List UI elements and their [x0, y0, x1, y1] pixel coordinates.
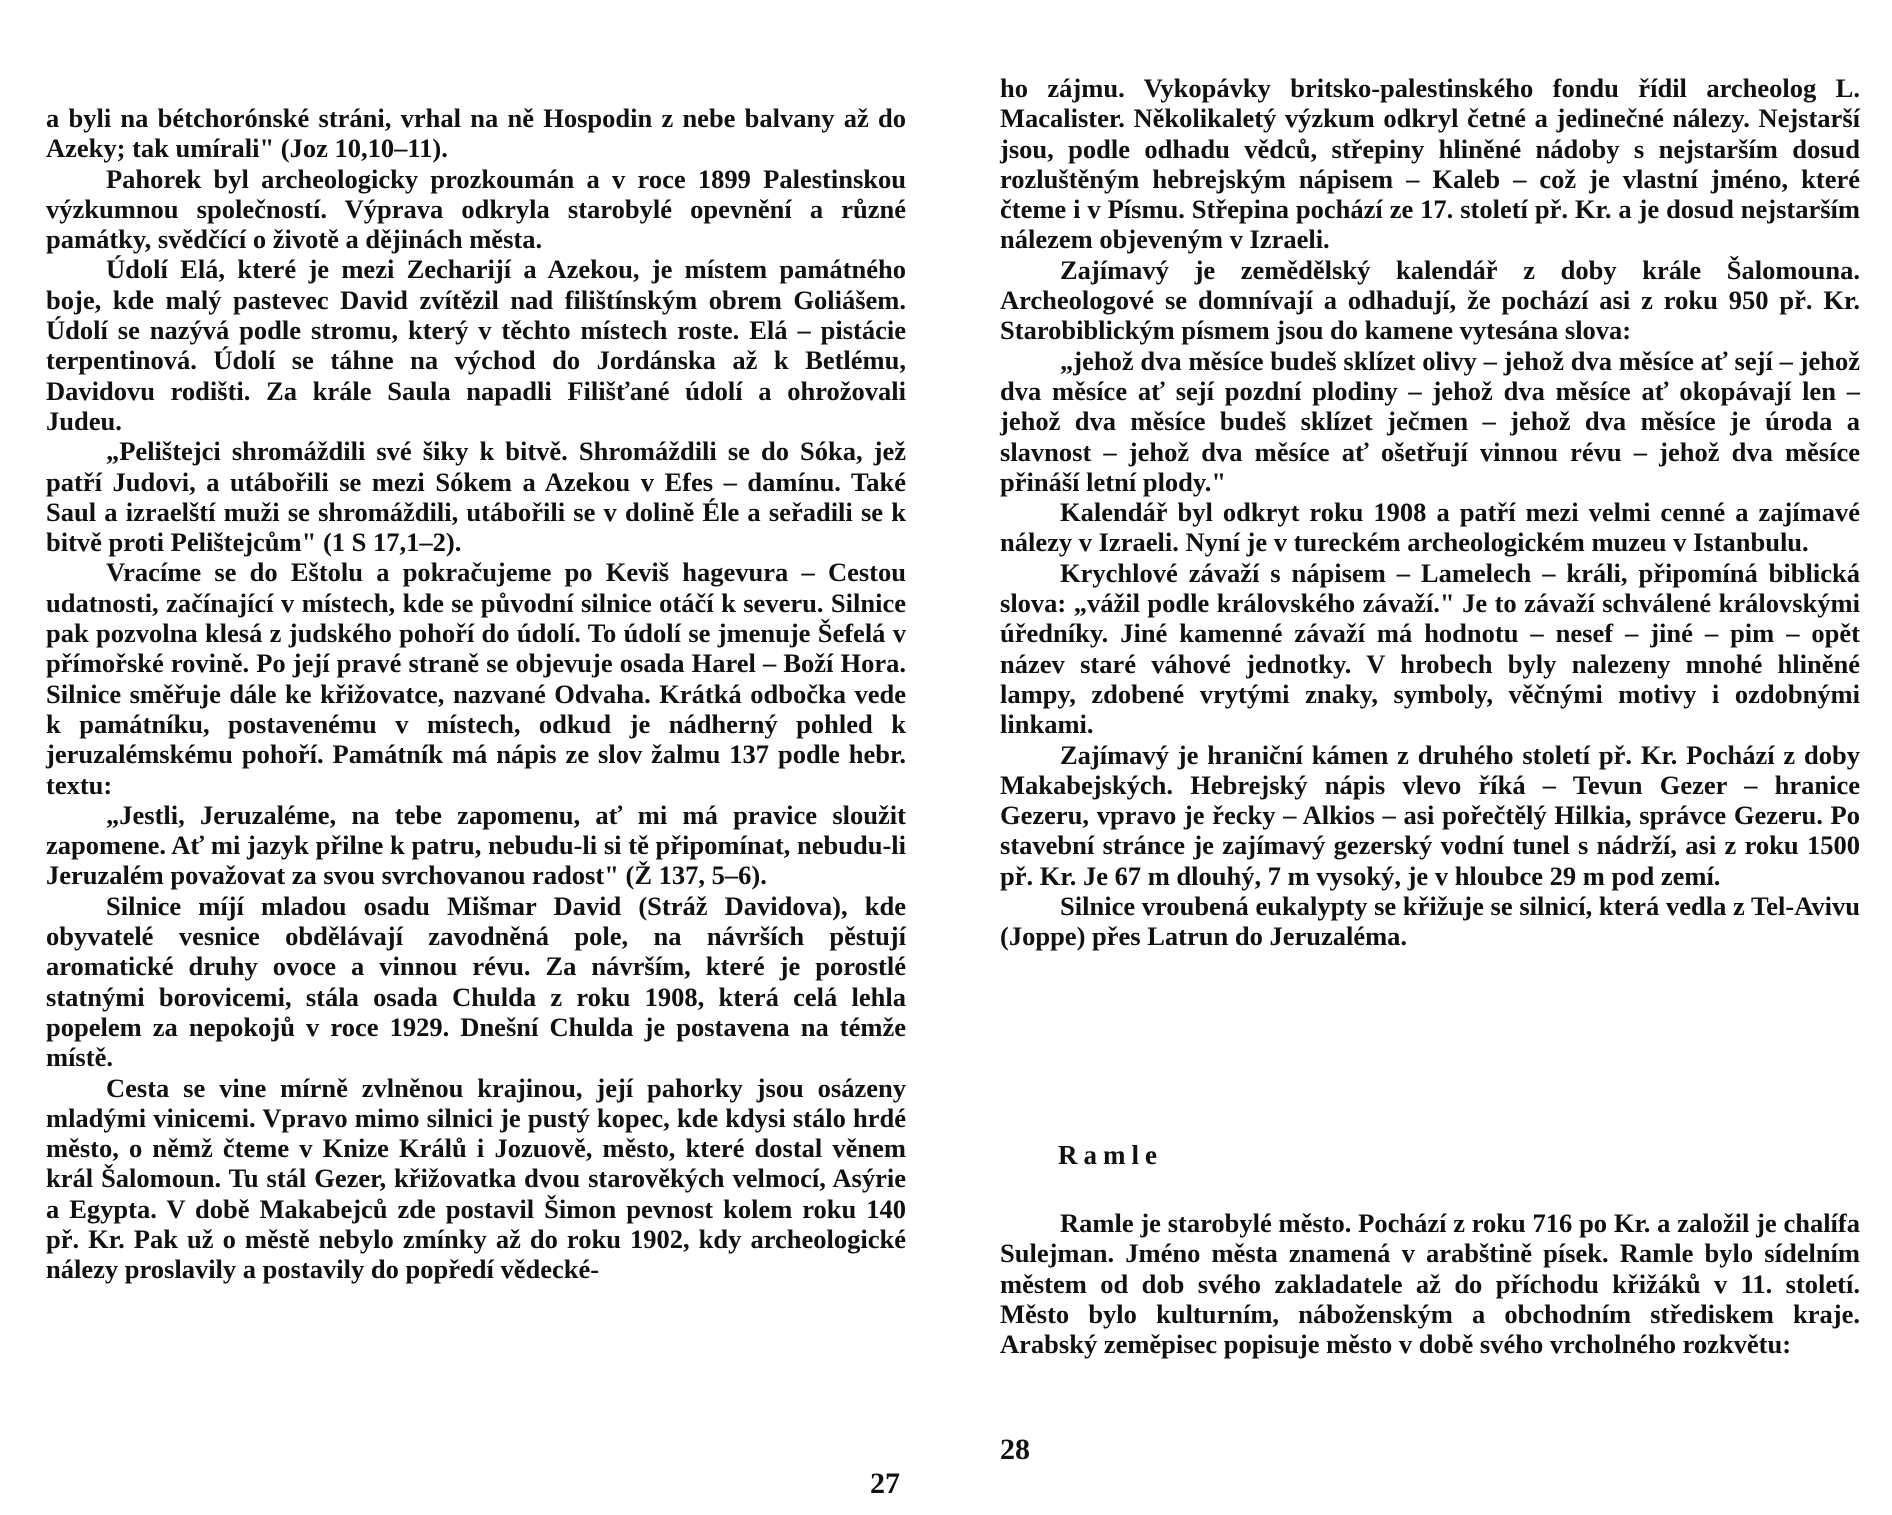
paragraph: ho zájmu. Vykopávky britsko-palestinského fondu řídil archeolog L. Macalister. Několikaletý výzkum odkryl četné a jedinečné nálezy. Nejstarší jsou, podle odhadu vědců, střepiny hliněné nádoby s nejstarším dosud rozluštěným hebrejským nápisem – Kaleb – což je vlastní jméno, které čteme i v Písmu. Střepina pochází ze 17. století př. Kr. a je dosud nejstarším nálezem objeveným v Izraeli. — [1000, 73, 1860, 255]
left-page — [0, 0, 946, 1500]
paragraph: Pahorek byl archeologicky prozkoumán a v roce 1899 Palestinskou výzkumnou společností. Výprava odkryla starobylé opevnění a různé památky, svědčící o životě a dějinách města. — [46, 163, 906, 255]
paragraph: Zajímavý je zemědělský kalendář z doby krále Šalomouna. Archeologové se domnívají a odhadují, že pochází asi z roku 950 př. Kr. Starobiblickým písmem jsou do kamene vytesána slova: — [1000, 254, 1860, 346]
paragraph: Cesta se vine mírně zvlněnou krajinou, její pahorky jsou osázeny mladými vinicemi. Vpravo mimo silnici je pustý kopec, kde kdysi stálo hrdé město, o němž čteme v Knize Králů i Jozuově, město, které dostal věnem král Šalomoun. Tu stál Gezer, křižovatka dvou starověkých velmocí, Asýrie a Egypta. V době Makabejců zde postavil Šimon pevnost kolem roku 140 př. Kr. Pak už o městě nebylo zmínky až do roku 1902, kdy archeologické nálezy proslavily a postavily do popředí vědecké- — [46, 1072, 906, 1285]
paragraph: Krychlové závaží s nápisem – Lamelech – králi, připomíná biblická slova: „vážil podle královského závaží." Je to závaží schválené královskými úředníky. Jiné kamenné závaží má hodnotu – nesef – jiné – pim – opět název staré váhové jednotky. V hrobech byly nalezeny mnohé hliněné lampy, zdobené vrytými znaky, symboly, věčnými motivy i ozdobnými linkami. — [1000, 557, 1860, 740]
paragraph: Údolí Elá, které je mezi Zecharijí a Azekou, je místem památného boje, kde malý pastevec David zvítězil nad filištínským obrem Goliášem. Údolí se nazývá podle stromu, který v těchto místech roste. Elá – pistácie terpentinová. Údolí se táhne na východ do Jordánska až k Betlému, Davidovu rodišti. Za krále Saula napadli Filišťané údolí a ohrožovali Judeu. — [46, 254, 906, 436]
paragraph: a byli na bétchorónské stráni, vrhal na ně Hospodin z nebe balvany až do Azeky; tak umírali" (Joz 10,10–11). — [46, 103, 906, 164]
quote-paragraph: „jehož dva měsíce budeš sklízet olivy – jehož dva měsíce ať sejí – jehož dva měsíce ať sejí pozdní plodiny – jehož dva měsíce ať okopávají len – jehož dva měsíce budeš sklízet ječmen – jehož dva měsíce je úroda a slavnost – jehož dva měsíce ať ošetřují vinnou révu – jehož dva měsíce přináší letní plody." — [1000, 345, 1860, 497]
section-heading-ramle: Ramle — [1058, 1140, 1163, 1170]
page-number-right: 28 — [1000, 1433, 1030, 1466]
paragraph: Silnice vroubená eukalypty se křižuje se silnicí, která vedla z Tel-Avivu (Joppe) přes Latrun do Jeruzaléma. — [1000, 891, 1860, 952]
page-number-left: 27 — [870, 1467, 900, 1500]
paragraph: Kalendář byl odkryt roku 1908 a patří mezi velmi cenné a zajímavé nálezy v Izraeli. Nyní je v tureckém archeologickém muzeu v Istanbulu. — [1000, 497, 1860, 558]
paragraph: Ramle je starobylé město. Pochází z roku 716 po Kr. a založil je chalífa Sulejman. Jméno města znamená v arabštině písek. Ramle bylo sídelním městem od dob svého zakladatele až do příchodu křižáků v 11. století. Město bylo kulturním, náboženským a obchodním střediskem kraje. Arabský zeměpisec popisuje město v době svého vrcholného rozkvětu: — [1000, 1208, 1860, 1360]
paragraph: „Pelištejci shromáždili své šiky k bitvě. Shromáždili se do Sóka, jež patří Judovi, a utábořili se mezi Sókem a Azekou v Efes – damínu. Také Saul a izraelští muži se shromáždili, utábořili se v dolině Éle a seřadili se k bitvě proti Pelištejcům" (1 S 17,1–2). — [46, 436, 906, 558]
right-page — [946, 0, 1892, 1500]
right-page-text — [1000, 73, 1860, 952]
quote-paragraph: „Jestli, Jeruzaléme, na tebe zapomenu, ať mi má pravice sloužit zapomene. Ať mi jazyk přilne k patru, nebudu-li si tě připomínat, nebudu-li Jeruzalém považovat za svou svrchovanou radost" (Ž 137, 5–6). — [46, 799, 906, 891]
paragraph: Silnice míjí mladou osadu Mišmar David (Stráž Davidova), kde obyvatelé vesnice obdělávají zavodněná pole, na návrších pěstují aromatické druhy ovoce a vinnou révu. Za návrším, které je porostlé statnými borovicemi, stála osada Chulda z roku 1908, která celá lehla popelem za nepokojů v roce 1929. Dnešní Chulda je postavena na témže místě. — [46, 890, 906, 1073]
left-page-text — [46, 103, 906, 1285]
paragraph: Zajímavý je hraniční kámen z druhého století př. Kr. Pochází z doby Makabejských. Hebrejský nápis vlevo říká – Tevun Gezer – hranice Gezeru, vpravo je řecky – Alkios – asi pořečtělý Hilkia, správce Gezeru. Po stavební stránce je zajímavý gezerský vodní tunel s nádrží, asi z roku 1500 př. Kr. Je 67 m dlouhý, 7 m vysoký, je v hloubce 29 m pod zemí. — [1000, 739, 1860, 891]
paragraph: Vracíme se do Eštolu a pokračujeme po Keviš hagevura – Cestou udatnosti, začínající v místech, kde se původní silnice otáčí k severu. Silnice pak pozvolna klesá z judského pohoří do údolí. To údolí se jmenuje Šefelá v přímořské rovině. Po její pravé straně se objevuje osada Harel – Boží Hora. Silnice směřuje dále ke křižovatce, nazvané Odvaha. Krátká odbočka vede k památníku, postavenému v místech, odkud je nádherný pohled k jeruzalémskému pohoří. Památník má nápis ze slov žalmu 137 podle hebr. textu: — [46, 557, 906, 800]
